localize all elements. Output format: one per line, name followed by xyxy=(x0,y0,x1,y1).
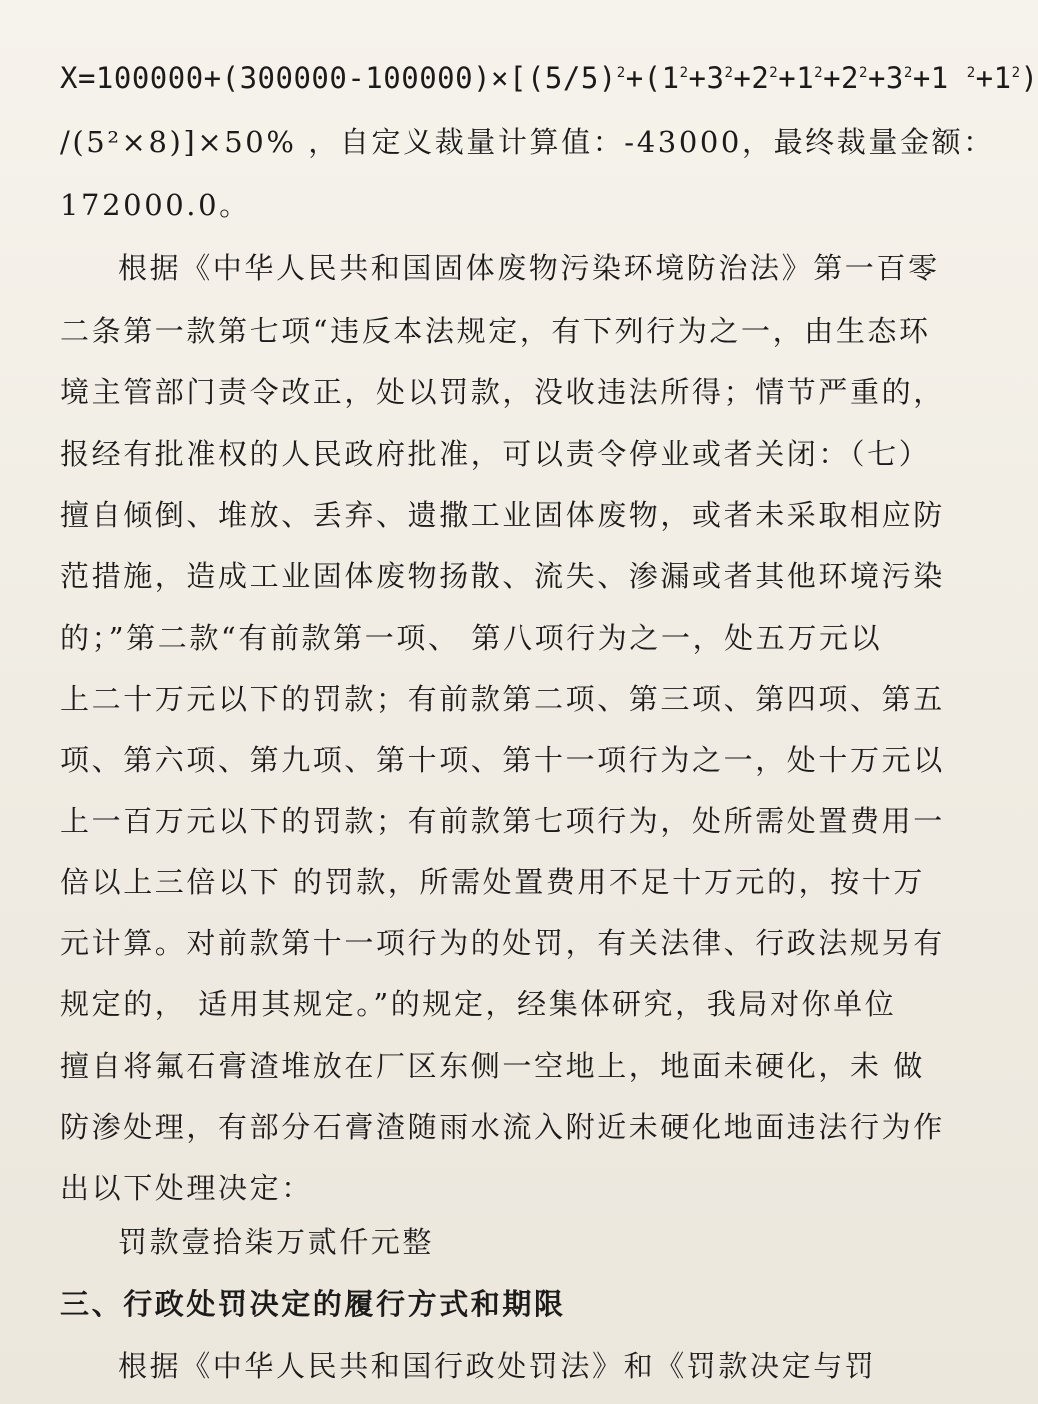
paragraph-line: 出以下处理决定： xyxy=(60,1171,313,1205)
paragraph-line: 上一百万元以下的罚款；有前款第七项行为，处所需处置费用一 xyxy=(60,804,945,838)
paragraph-line: 防渗处理，有部分石膏渣随雨水流入附近未硬化地面违法行为作 xyxy=(60,1110,945,1144)
final-amount-line: 172000.0。 xyxy=(60,188,251,222)
paragraph-line: 擅自将氟石膏渣堆放在厂区东侧一空地上，地面未硬化，未 做 xyxy=(60,1049,926,1083)
fine-formula-line: $X=100000+(300000-100000)\times[(5/5)^2+(1^2+3^2+2^2+1^2+2^2+3^2+1$ $^2+1^2$) xyxy=(60,61,1038,95)
paragraph-line: 擅自倾倒、堆放、丢弃、遗撒工业固体废物，或者未采取相应防 xyxy=(60,498,945,532)
paragraph-line: 根据《中华人民共和国固体废物污染环境防治法》第一百零 xyxy=(118,251,940,285)
paragraph-line: 倍以上三倍以下 的罚款，所需处置费用不足十万元的，按十万 xyxy=(60,865,926,899)
paragraph-line: 项、第六项、第九项、第十项、第十一项行为之一，处十万元以 xyxy=(60,743,945,777)
section-heading: 三、行政处罚决定的履行方式和期限 xyxy=(60,1287,566,1321)
formula-continuation-line: /(5²×8)]×50% ，自定义裁量计算值：-43000，最终裁量金额： xyxy=(60,125,995,159)
paragraph-line: 报经有批准权的人民政府批准，可以责令停业或者关闭：（七） xyxy=(60,437,931,471)
paragraph-line: 二条第一款第七项“违反本法规定，有下列行为之一，由生态环 xyxy=(60,314,931,348)
paragraph-line: 规定的， 适用其规定。”的规定，经集体研究，我局对你单位 xyxy=(60,987,897,1021)
paragraph-line: 的；”第二款“有前款第一项、 第八项行为之一，处五万元以 xyxy=(60,621,883,655)
paragraph-line: 根据《中华人民共和国行政处罚法》和《罚款决定与罚 xyxy=(118,1349,877,1383)
paragraph-line: 范措施，造成工业固体废物扬散、流失、渗漏或者其他环境污染 xyxy=(60,559,945,593)
paragraph-line: 元计算。对前款第十一项行为的处罚，有关法律、行政法规另有 xyxy=(60,926,945,960)
penalty-amount: 罚款壹拾柒万贰仟元整 xyxy=(118,1225,435,1259)
paragraph-line: 上二十万元以下的罚款；有前款第二项、第三项、第四项、第五 xyxy=(60,682,945,716)
paragraph-line: 境主管部门责令改正，处以罚款，没收违法所得；情节严重的， xyxy=(60,375,945,409)
